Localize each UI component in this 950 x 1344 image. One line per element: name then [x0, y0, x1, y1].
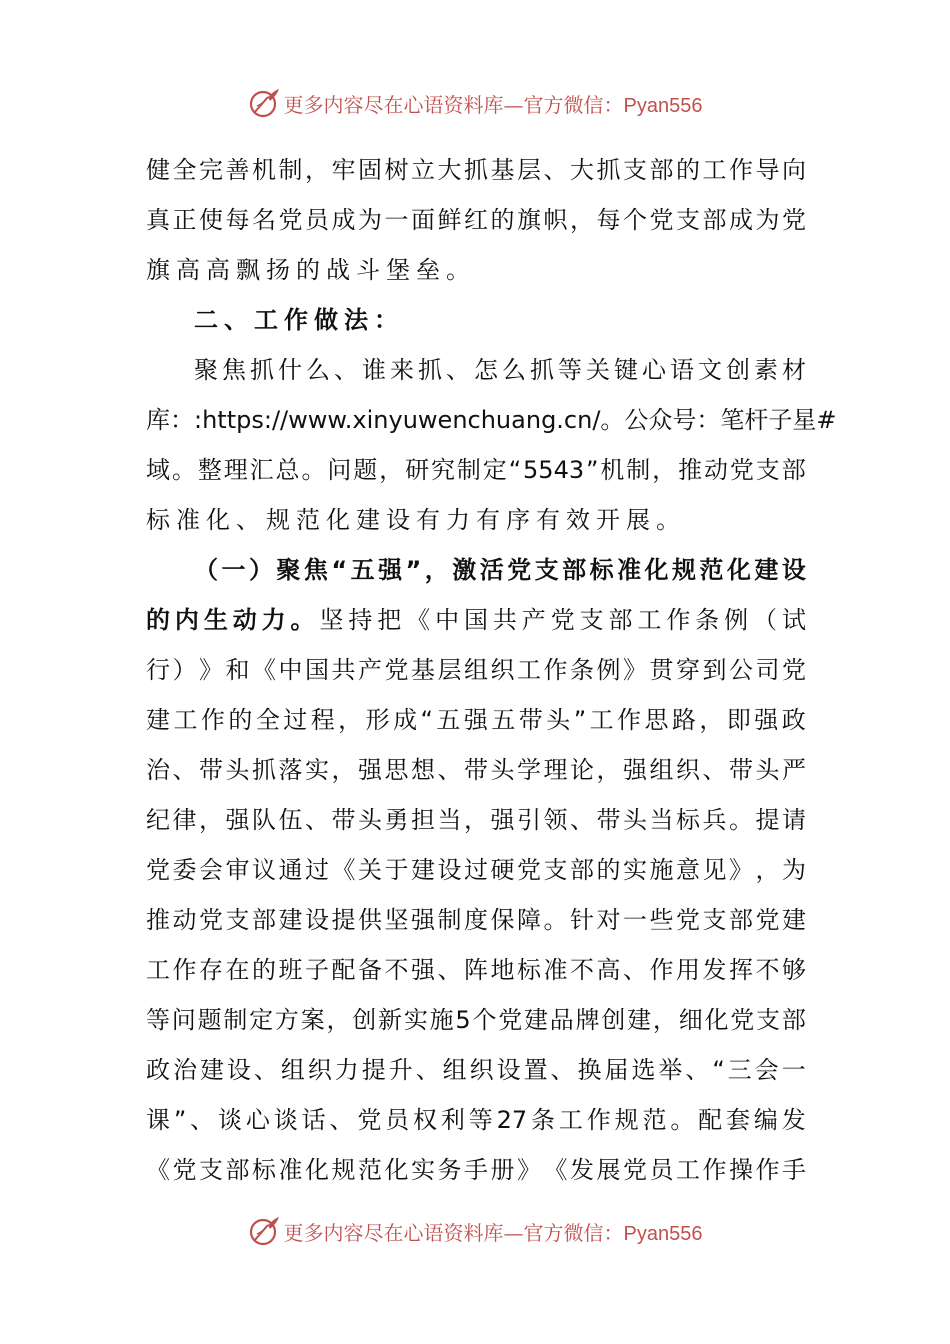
quill-logo-icon — [248, 87, 280, 119]
watermark-text: 更多内容尽在心语资料库—官方微信：Pyan556 — [283, 92, 703, 117]
text-line: 聚 焦 抓 什 么 、 谁 来 抓 、 怎 么 抓 等 关 键 心 语 文 创 素 材 — [194, 356, 806, 384]
text-line: 真 正 使 每 名 党 员 成 为 一 面 鲜 红 的 旗 帜 ， 每 个 党 支 部 成 为 党 — [146, 206, 806, 234]
text-line: 行 ） 》 和 《 中 国 共 产 党 基 层 组 织 工 作 条 例 》 贯 穿 到 公 司 党 — [146, 656, 806, 684]
header-watermark — [0, 83, 950, 123]
text-line: 健 全 完 善 机 制 ， 牢 固 树 立 大 抓 基 层 、 大 抓 支 部 的 工 作 导 向 — [146, 156, 806, 184]
text-line: 域 。 整 理 汇 总 。 问 题 ， 研 究 制 定 “ 5543 ” 机 制 ， 推 动 党 支 部 — [146, 456, 806, 484]
text-line: 库 ： :https://www.xinyuwenchuang.cn/ 。 公 众 号 ： 笔 杆 子 星 # — [146, 406, 837, 434]
text-line: 治 、 带 头 抓 落 实 ， 强 思 想 、 带 头 学 理 论 ， 强 组 织 、 带 头 严 — [146, 756, 806, 784]
text-line: 旗 高 高 飘 扬 的 战 斗 堡 垒 。 — [146, 256, 470, 284]
watermark-text: 更多内容尽在心语资料库—官方微信：Pyan556 — [283, 1220, 703, 1245]
section-heading: 二 、 工 作 做 法 ： — [194, 306, 398, 334]
text-line: 课 ” 、 谈 心 谈 话 、 党 员 权 利 等 27 条 工 作 规 范 。 配 套 编 发 — [146, 1106, 806, 1134]
text-line: 纪 律 ， 强 队 伍 、 带 头 勇 担 当 ， 强 引 领 、 带 头 当 标 兵 。 提 请 — [146, 806, 806, 834]
footer-watermark — [0, 1211, 950, 1251]
text-line: 政 治 建 设 、 组 织 力 提 升 、 组 织 设 置 、 换 届 选 举 、 “ 三 会 一 — [146, 1056, 806, 1084]
document-body — [146, 145, 837, 1195]
text-line: 标 准 化 、 规 范 化 建 设 有 力 有 序 有 效 开 展 。 — [146, 506, 680, 534]
text-line: 《 党 支 部 标 准 化 规 范 化 实 务 手 册 》 《 发 展 党 员 工 作 操 作 手 — [146, 1156, 806, 1184]
text-line: 工 作 存 在 的 班 子 配 备 不 强 、 阵 地 标 准 不 高 、 作 用 发 挥 不 够 — [146, 956, 806, 984]
text-line: 推 动 党 支 部 建 设 提 供 坚 强 制 度 保 障 。 针 对 一 些 党 支 部 党 建 — [146, 906, 806, 934]
text-line: 建 工 作 的 全 过 程 ， 形 成 “ 五 强 五 带 头 ” 工 作 思 路 ， 即 强 政 — [146, 706, 806, 734]
text-line-mixed: 的 内 生 动 力 。 坚 持 把 《 中 国 共 产 党 支 部 工 作 条 例 （ 试 — [146, 606, 806, 634]
quill-logo-icon — [248, 1215, 280, 1247]
text-line: 党 委 会 审 议 通 过 《 关 于 建 设 过 硬 党 支 部 的 实 施 意 见 》 ， 为 — [146, 856, 806, 884]
subsection-heading: （ 一 ） 聚 焦 “ 五 强 ” ， 激 活 党 支 部 标 准 化 规 范 化 建 设 — [194, 556, 806, 584]
text-line: 等 问 题 制 定 方 案 ， 创 新 实 施 5 个 党 建 品 牌 创 建 ， 细 化 党 支 部 — [146, 1006, 806, 1034]
